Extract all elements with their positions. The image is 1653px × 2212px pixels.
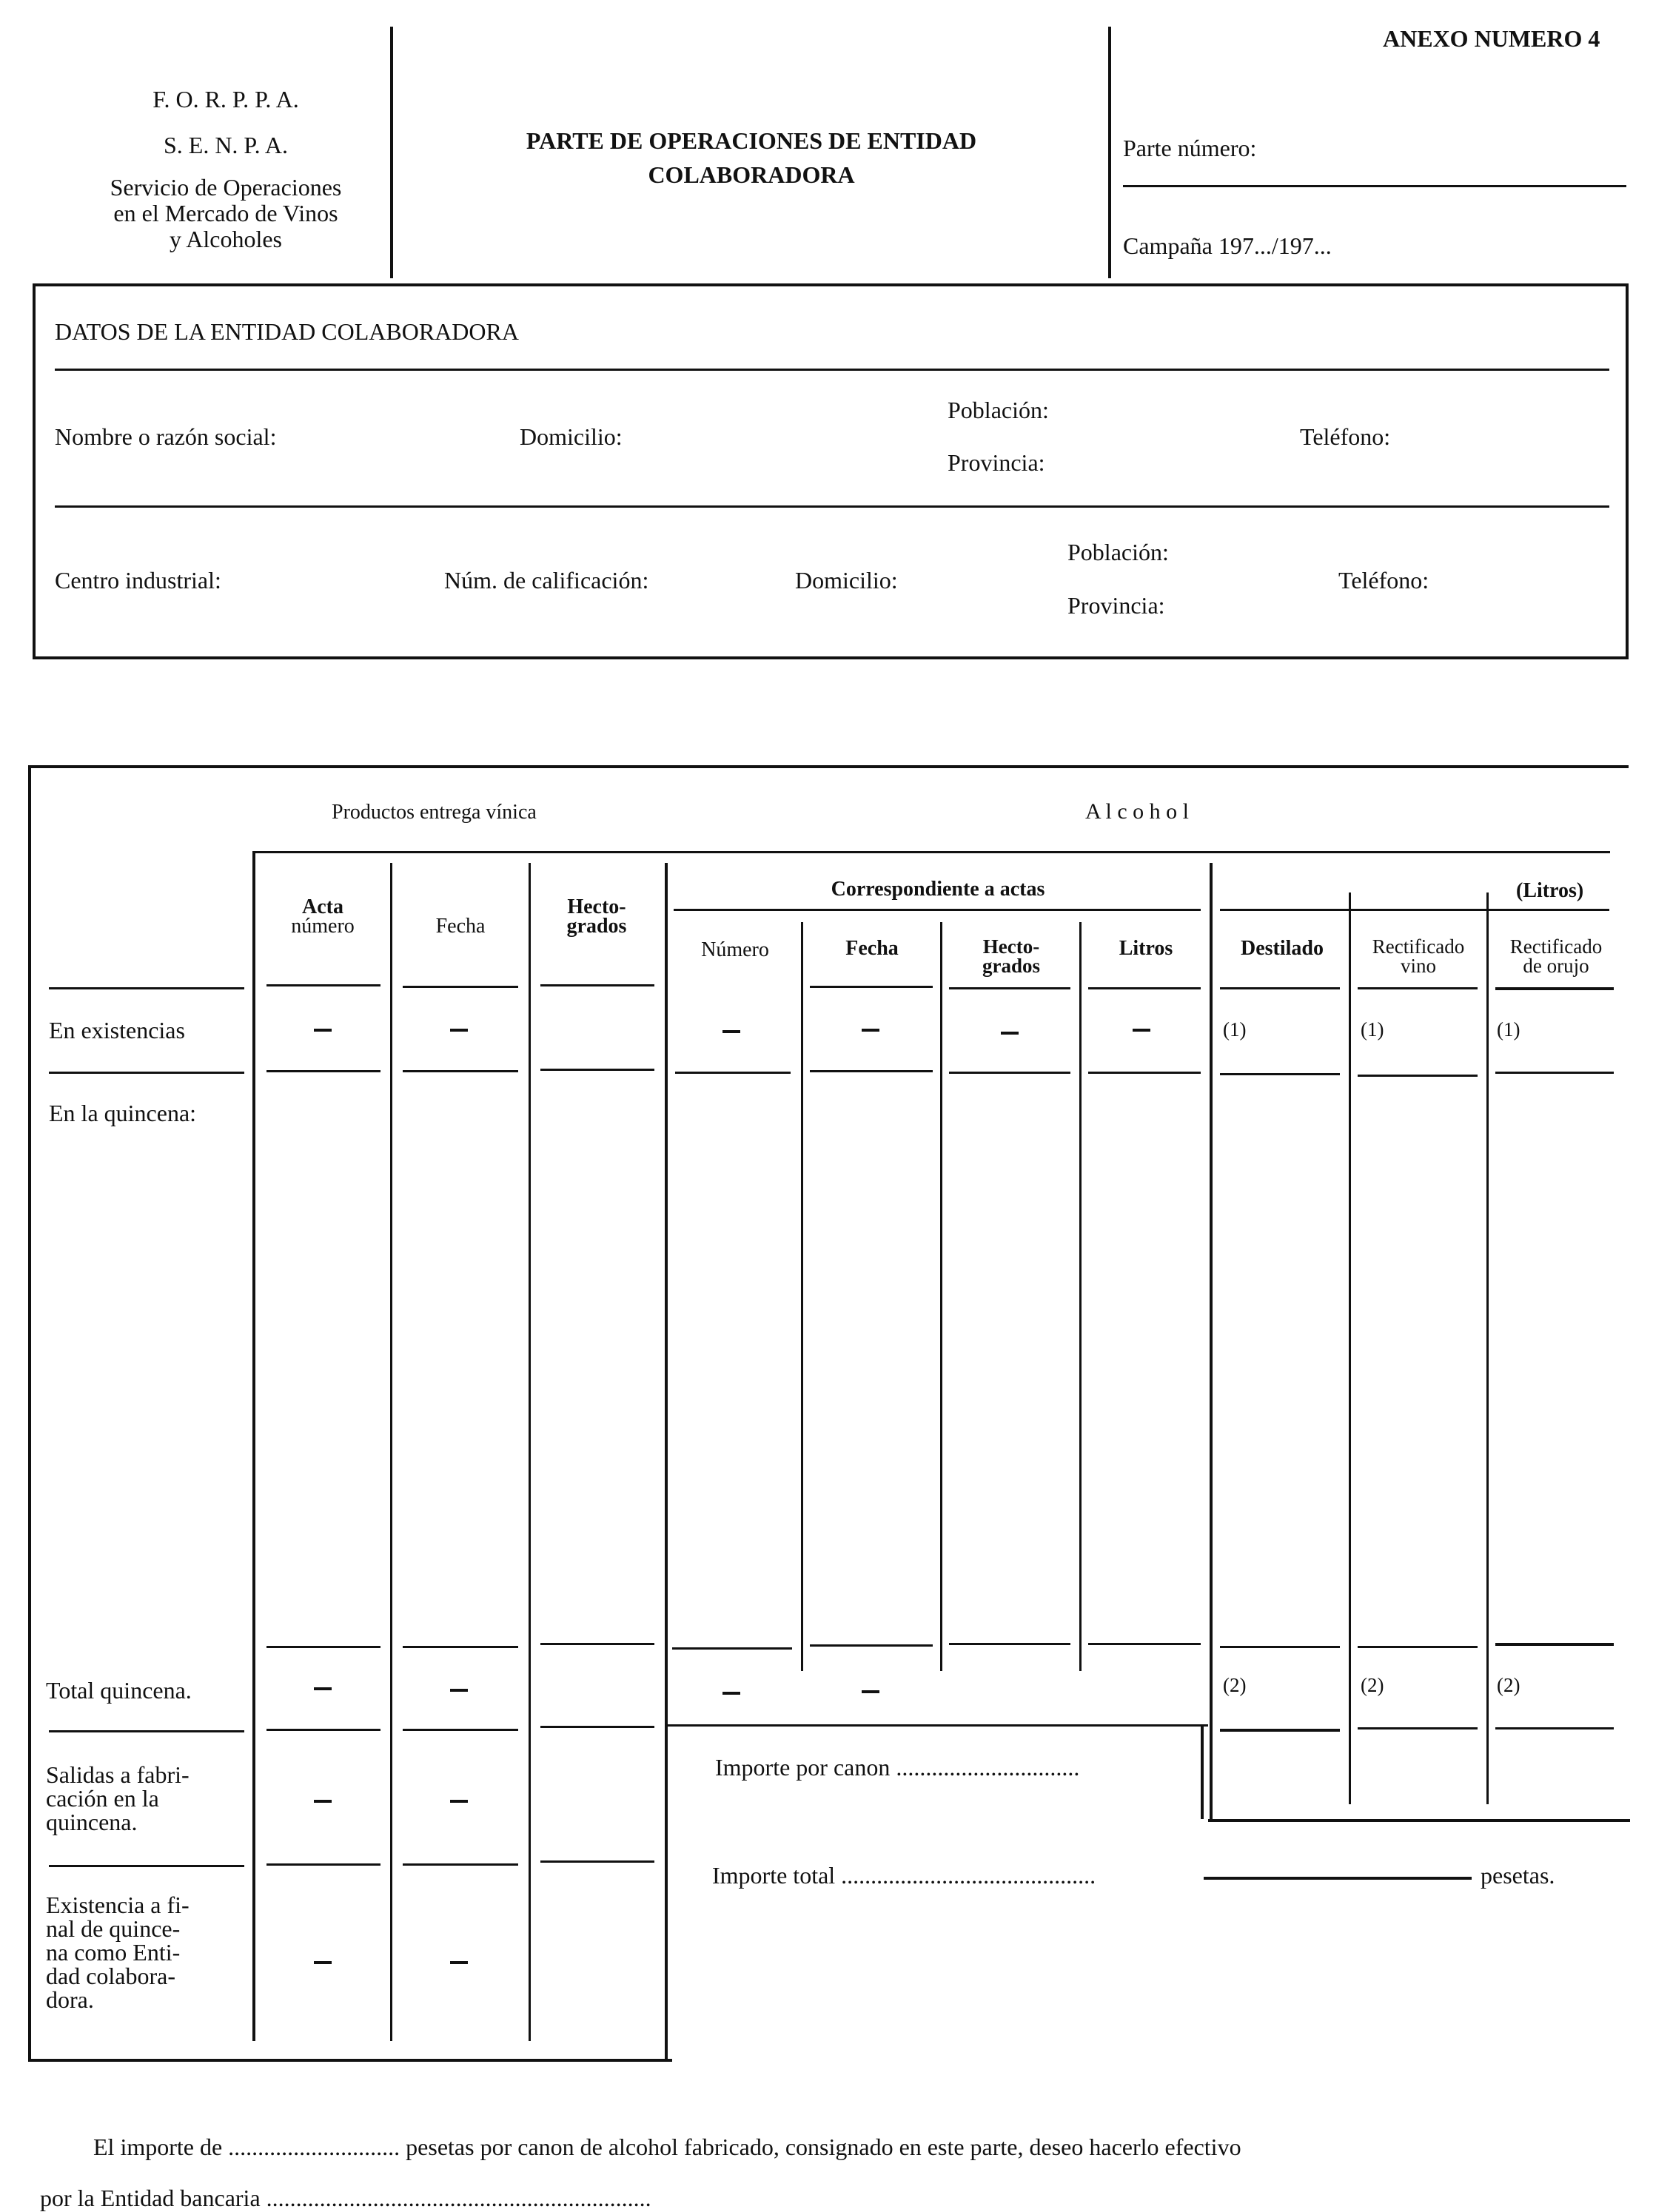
dash-sal-acta	[314, 1800, 332, 1803]
dash-ex-numero	[722, 1030, 740, 1033]
rule-ex-c1	[266, 1070, 380, 1072]
row-salidas-l3: quincena.	[46, 1809, 138, 1835]
row-existencias: En existencias	[49, 1017, 185, 1043]
rule-h-c3	[540, 984, 654, 986]
service-line-2: en el Mercado de Vinos	[113, 200, 338, 226]
rule-q-c7	[1088, 1643, 1201, 1645]
col-fecha2: Fecha	[845, 937, 899, 960]
col-line-10	[1486, 892, 1489, 1804]
note-ex-rect-orujo: (1)	[1497, 1018, 1520, 1041]
rule-t-c9	[1358, 1727, 1478, 1729]
rule-q-c1	[266, 1646, 380, 1648]
col-numero: Número	[701, 938, 769, 961]
rule-t-importe-top	[668, 1724, 1208, 1727]
rule-ex-c9	[1358, 1075, 1478, 1077]
col-line-2	[390, 863, 392, 2041]
col-acta-l1: Acta	[302, 895, 343, 918]
col-rect-orujo-l1: Rectificado	[1509, 935, 1603, 958]
dash-sal-fecha	[450, 1800, 468, 1803]
provincia2-label: Provincia:	[1067, 592, 1165, 619]
dash-ex-litros	[1133, 1029, 1150, 1032]
col-line-1	[252, 851, 255, 2041]
provincia-label: Provincia:	[948, 449, 1045, 476]
rule-ex-c8	[1220, 1073, 1340, 1075]
col-litros: Litros	[1119, 937, 1173, 960]
rule-h-c10	[1495, 987, 1614, 990]
rule-h-c7	[1088, 987, 1201, 989]
entity-title-rule	[55, 369, 1609, 371]
col-rect-orujo-l2: de orujo	[1523, 955, 1589, 977]
dash-ex-acta	[314, 1029, 332, 1032]
note-tot-destilado: (2)	[1223, 1674, 1247, 1696]
rule-t-c0	[49, 1730, 244, 1732]
org-forppa: F. O. R. P. P. A.	[152, 86, 299, 112]
dash-tot-acta	[314, 1687, 332, 1690]
poblacion-label: Población:	[948, 397, 1049, 423]
importe-total-field[interactable]	[1204, 1877, 1472, 1880]
rule-ex-c2	[403, 1070, 518, 1072]
col-fecha: Fecha	[435, 915, 486, 938]
rule-ex-c10	[1495, 1072, 1614, 1074]
rule-h-c1	[266, 984, 380, 986]
canon-box-left	[1201, 1724, 1204, 1819]
note-tot-rect-orujo: (2)	[1497, 1674, 1520, 1696]
row-exist-final-l4: dad colabora-	[46, 1963, 176, 1989]
col-acta-l2: número	[291, 915, 355, 938]
col-line-7	[1079, 922, 1082, 1671]
row-exist-final-l5: dora.	[46, 1986, 94, 2013]
header-divider-right	[1108, 27, 1111, 278]
row-quincena: En la quincena:	[49, 1100, 197, 1126]
importe-total-pesetas: pesetas.	[1481, 1862, 1555, 1889]
note-ex-rect-vino: (1)	[1361, 1018, 1384, 1041]
rule-ex-c3	[540, 1069, 654, 1071]
rule-t-c3	[540, 1726, 654, 1728]
dash-ex-fecha2	[862, 1029, 879, 1032]
importe-total: Importe total ...........................................	[712, 1862, 1096, 1889]
poblacion2-label: Población:	[1067, 539, 1169, 565]
entity-box-left	[33, 283, 36, 659]
rule-s-c3	[540, 1860, 654, 1863]
note-tot-rect-vino: (2)	[1361, 1674, 1384, 1696]
rule-q-c5	[810, 1644, 933, 1647]
col-rect-vino-l1: Rectificado	[1372, 935, 1465, 958]
rule-h-c5	[810, 986, 933, 988]
rule-q-c3	[540, 1643, 654, 1645]
nombre-label: Nombre o razón social:	[55, 423, 277, 450]
importe-canon: Importe por canon ...............................	[715, 1754, 1080, 1781]
dash-tot-fecha	[450, 1689, 468, 1692]
row-exist-final-l2: nal de quince-	[46, 1915, 181, 1942]
form-title-line-1: PARTE DE OPERACIONES DE ENTIDAD	[526, 127, 977, 154]
rule-h-c2	[403, 986, 518, 988]
annex-label: ANEXO NUMERO 4	[1383, 25, 1600, 52]
entity-section-title: DATOS DE LA ENTIDAD COLABORADORA	[55, 318, 519, 345]
rule-ex-c5	[810, 1070, 933, 1072]
footer-line-1: El importe de ............................. pesetas por canon de alcohol fabricado, consignado en este parte, deseo hacerlo efectivo	[93, 2134, 1241, 2160]
rule-q-c4	[672, 1647, 792, 1650]
dash-ex-fecha	[450, 1029, 468, 1032]
centro-industrial-label: Centro industrial:	[55, 567, 221, 594]
col-line-3	[529, 863, 531, 2041]
rule-t-c10	[1495, 1727, 1614, 1729]
dash-ex-hecto2	[1001, 1032, 1019, 1035]
rule-q-c9	[1358, 1646, 1478, 1648]
sub-correspondiente: Correspondiente a actas	[831, 878, 1045, 901]
col-line-6	[940, 922, 942, 1671]
group-productos: Productos entrega vínica	[332, 801, 537, 824]
rule-q-c8	[1220, 1646, 1340, 1648]
row-exist-final-l3: na como Enti-	[46, 1939, 181, 1966]
rule-t-c1	[266, 1729, 380, 1731]
num-calificacion-label: Núm. de calificación:	[444, 567, 649, 594]
rule-h-c9	[1358, 987, 1478, 989]
rule-ex-c7	[1088, 1072, 1201, 1074]
rule-s-c1	[266, 1863, 380, 1866]
entity-row-divider	[55, 505, 1609, 508]
parte-numero-field[interactable]	[1123, 185, 1626, 187]
row-exist-final-l1: Existencia a fi-	[46, 1892, 190, 1918]
rule-h-c6	[949, 987, 1070, 989]
rule-ex-c6	[949, 1072, 1070, 1074]
row-salidas-l2: cación en la	[46, 1785, 159, 1812]
table-left-border	[28, 765, 31, 2062]
col-line-5	[801, 922, 803, 1671]
litros-unit: (Litros)	[1516, 879, 1584, 902]
rule-t-c8	[1220, 1729, 1340, 1732]
rule-q-c2	[403, 1646, 518, 1648]
rule-ex-c4	[675, 1072, 791, 1074]
rule-h-c8	[1220, 987, 1340, 989]
telefono-label: Teléfono:	[1300, 423, 1391, 450]
entity-box-bottom	[33, 656, 1629, 659]
row-salidas-l1: Salidas a fabri-	[46, 1761, 190, 1788]
table-bottom-border	[28, 2059, 672, 2062]
dash-tot-fecha2	[862, 1690, 879, 1693]
rule-h-c0	[49, 987, 244, 989]
parte-numero-label: Parte número:	[1123, 135, 1257, 161]
col-line-4	[665, 863, 668, 2059]
rule-q-c10	[1495, 1643, 1614, 1646]
domicilio-label: Domicilio:	[520, 423, 623, 450]
litros-underline	[1220, 909, 1609, 911]
rule-q-c6	[949, 1643, 1070, 1645]
telefono2-label: Teléfono:	[1338, 567, 1429, 594]
col-line-9	[1349, 892, 1351, 1804]
group-underline	[254, 851, 1610, 853]
domicilio2-label: Domicilio:	[795, 567, 898, 594]
row-total: Total quincena.	[46, 1677, 192, 1704]
org-senpa: S. E. N. P. A.	[163, 132, 289, 158]
rule-s-c2	[403, 1863, 518, 1866]
col-line-8	[1210, 863, 1213, 1822]
table-top-border	[28, 765, 1629, 768]
dash-fin-acta	[314, 1961, 332, 1964]
rule-ex-c0	[49, 1072, 244, 1074]
col-hecto2-l1: Hecto-	[982, 935, 1040, 958]
col-rect-vino-l2: vino	[1400, 955, 1436, 977]
service-line-3: y Alcoholes	[170, 226, 282, 252]
dash-tot-numero	[722, 1692, 740, 1695]
correspondiente-underline	[674, 909, 1201, 911]
campana-label: Campaña 197.../197...	[1123, 232, 1332, 259]
rule-s-c0	[49, 1865, 244, 1867]
header-divider-left	[390, 27, 393, 278]
col-hecto-l2: grados	[566, 915, 627, 938]
entity-box-top	[33, 283, 1629, 286]
col-hecto2-l2: grados	[982, 955, 1040, 977]
group-alcohol: A l c o h o l	[1085, 799, 1189, 824]
col-hecto-l1: Hecto-	[567, 895, 626, 918]
footer-line-2: por la Entidad bancaria .................................................................	[40, 2185, 651, 2211]
col-destilado: Destilado	[1241, 937, 1324, 960]
note-ex-destilado: (1)	[1223, 1018, 1247, 1041]
dash-fin-fecha	[450, 1961, 468, 1964]
rule-t-c2	[403, 1729, 518, 1731]
rule-canon-box-bottom	[1208, 1819, 1630, 1822]
form-title-line-2: COLABORADORA	[648, 161, 855, 188]
entity-box-right	[1626, 283, 1629, 659]
service-line-1: Servicio de Operaciones	[110, 174, 342, 201]
